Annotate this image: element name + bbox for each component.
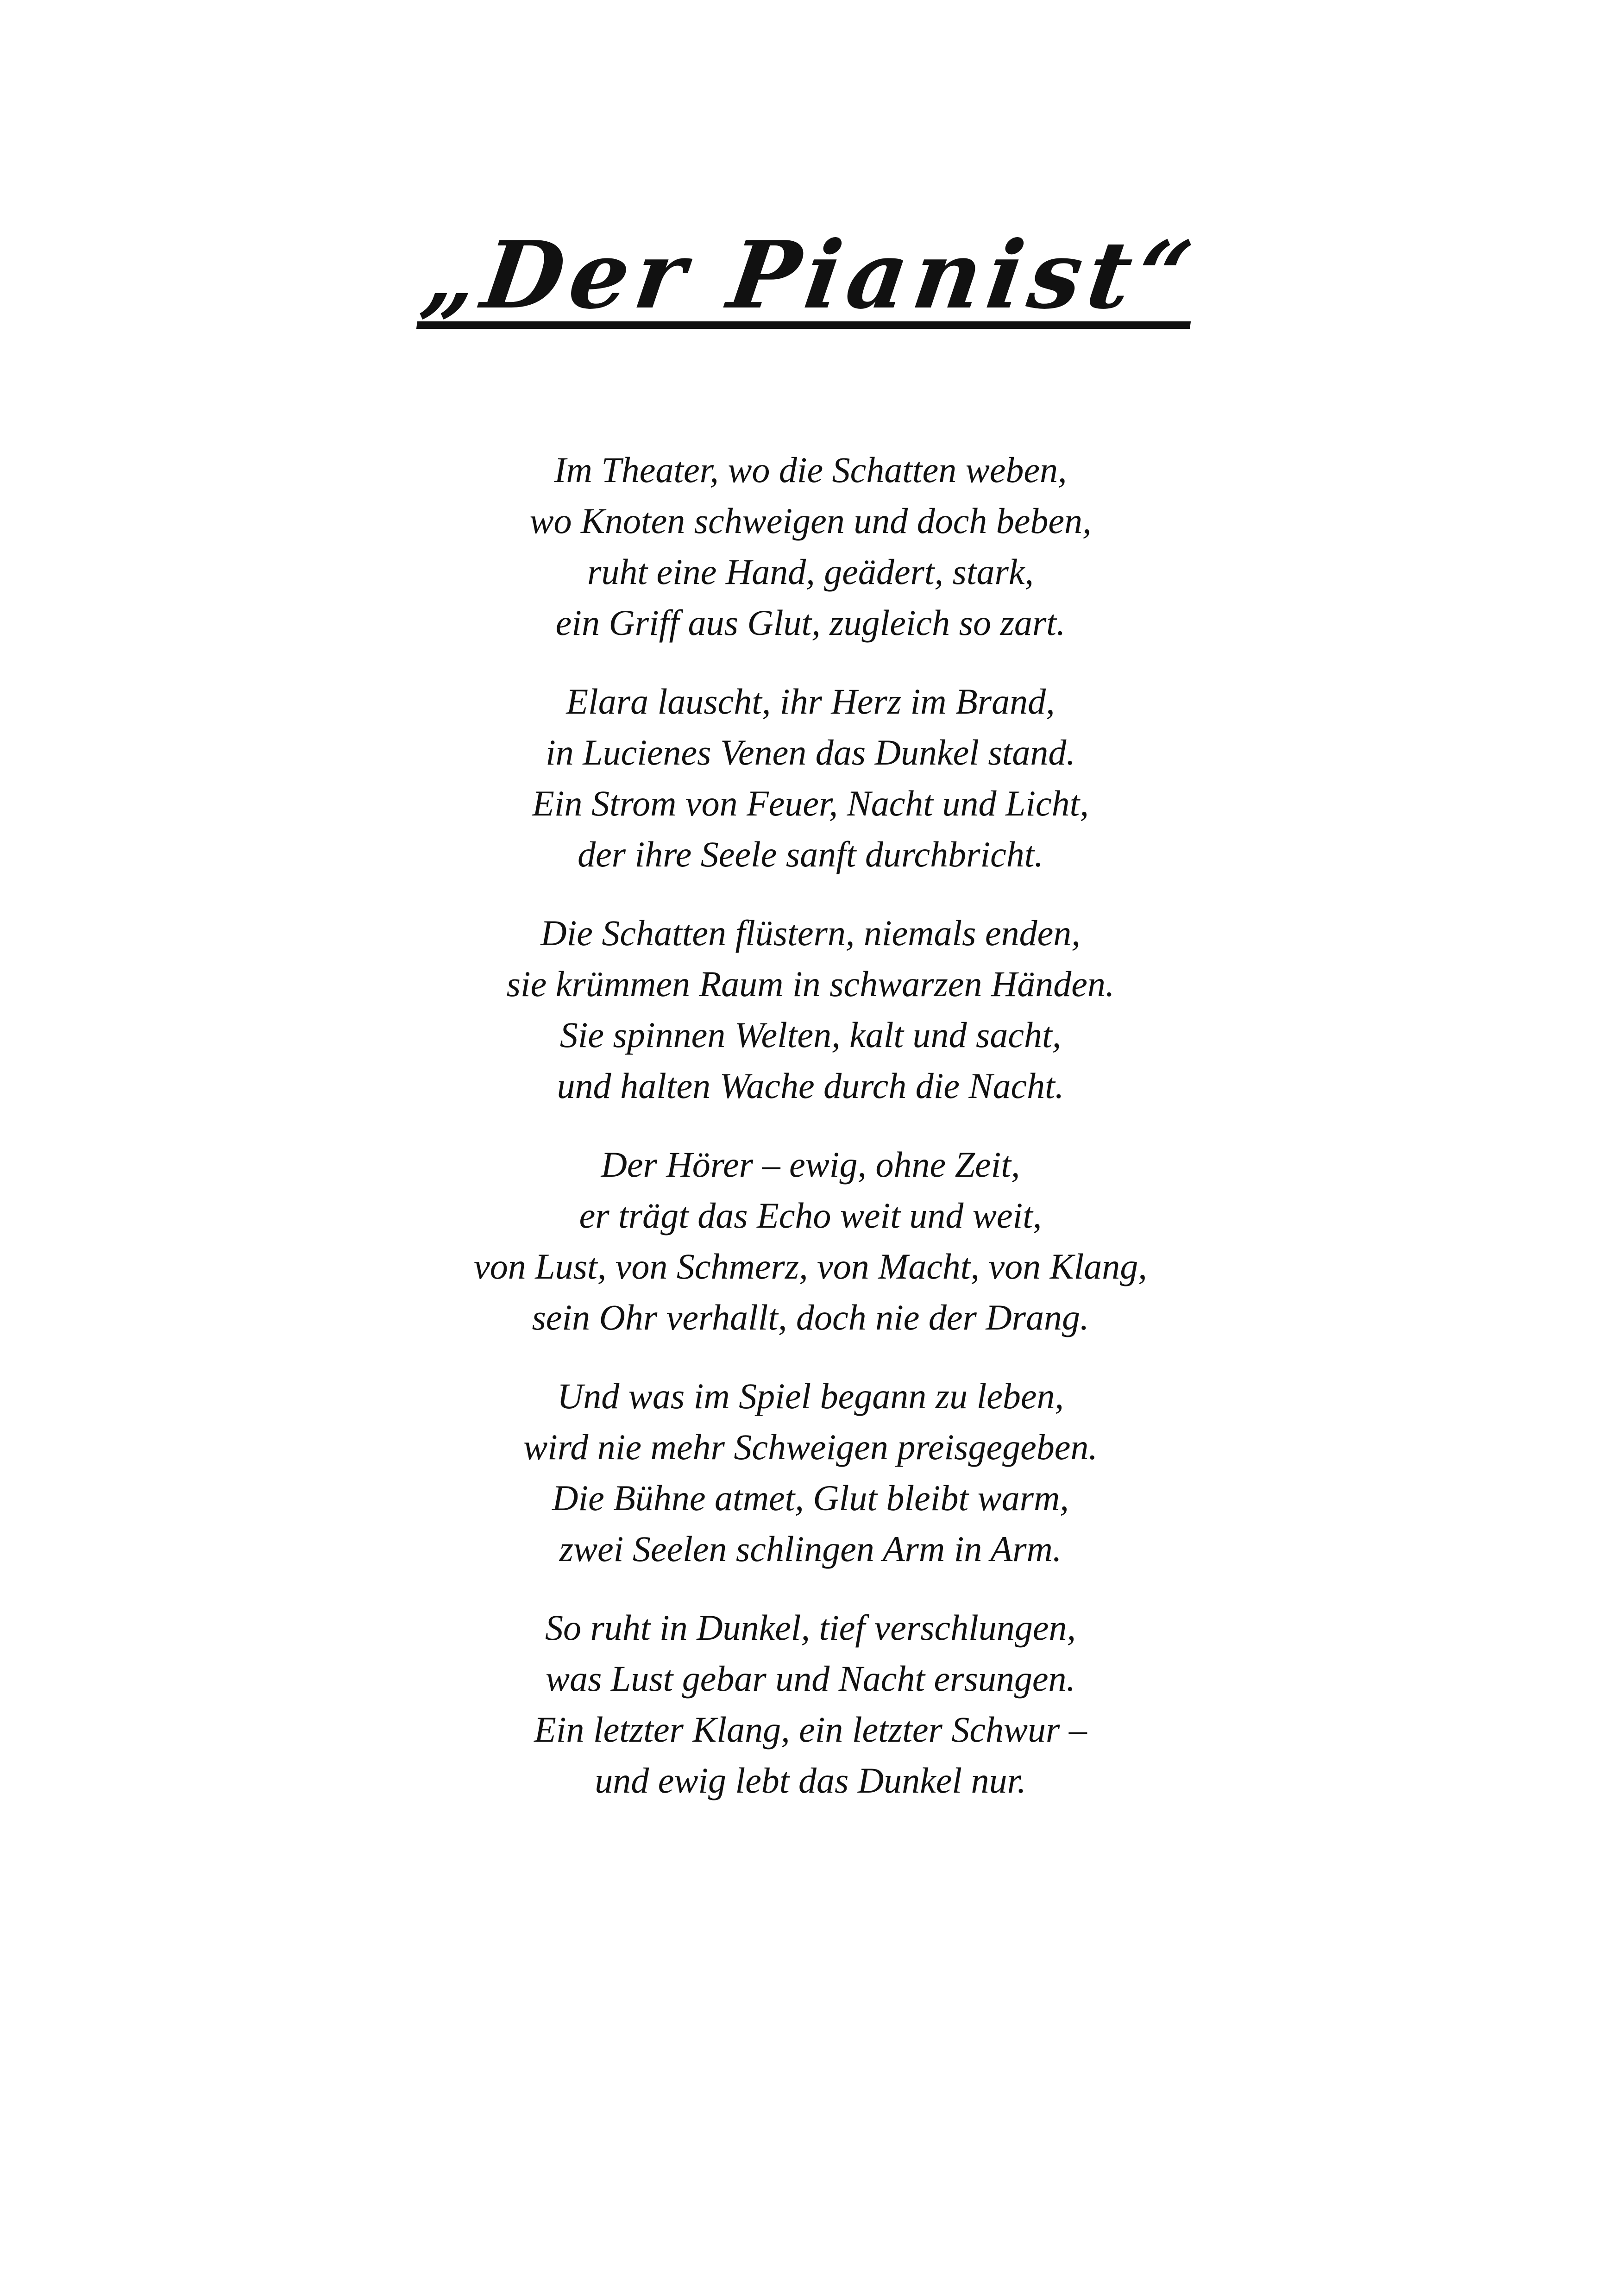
poem-line: Und was im Spiel begann zu leben, xyxy=(557,1376,1064,1416)
poem-line: sie krümmen Raum in schwarzen Händen. xyxy=(506,964,1115,1004)
poem-line: Ein letzter Klang, ein letzter Schwur – xyxy=(534,1709,1087,1750)
poem-line: Die Schatten flüstern, niemals enden, xyxy=(540,913,1081,953)
stanza-3 xyxy=(0,908,1621,1111)
poem-line: So ruht in Dunkel, tief verschlungen, xyxy=(545,1607,1076,1648)
poem-line: ruht eine Hand, geädert, stark, xyxy=(587,552,1034,592)
title-container xyxy=(0,218,1621,333)
poem-line: der ihre Seele sanft durchbricht. xyxy=(578,834,1043,874)
stanza-5 xyxy=(0,1371,1621,1575)
poem-line: Der Hörer – ewig, ohne Zeit, xyxy=(601,1144,1020,1185)
poem-line: Im Theater, wo die Schatten weben, xyxy=(554,450,1067,490)
poem-line: ein Griff aus Glut, zugleich so zart. xyxy=(555,602,1066,643)
poem-title: „Der Pianist“ xyxy=(416,221,1205,330)
poem-line: Die Bühne atmet, Glut bleibt warm, xyxy=(552,1478,1069,1518)
poem-line: er trägt das Echo weit und weit, xyxy=(579,1195,1042,1236)
poem-line: und ewig lebt das Dunkel nur. xyxy=(595,1760,1026,1800)
poem-line: und halten Wache durch die Nacht. xyxy=(557,1066,1064,1106)
poem-line: in Lucienes Venen das Dunkel stand. xyxy=(546,732,1075,772)
poem-line: Sie spinnen Welten, kalt und sacht, xyxy=(559,1015,1062,1055)
stanza-2 xyxy=(0,676,1621,880)
poem-line: sein Ohr verhallt, doch nie der Drang. xyxy=(532,1297,1089,1337)
poem-line: was Lust gebar und Nacht ersungen. xyxy=(545,1658,1076,1699)
stanza-4 xyxy=(0,1139,1621,1343)
stanza-1 xyxy=(0,445,1621,648)
poem-line: Elara lauscht, ihr Herz im Brand, xyxy=(566,681,1055,721)
poem-line: von Lust, von Schmerz, von Macht, von Klang, xyxy=(474,1246,1147,1286)
stanza-6 xyxy=(0,1602,1621,1806)
poem-body xyxy=(0,445,1621,1834)
poem-line: Ein Strom von Feuer, Nacht und Licht, xyxy=(532,783,1089,823)
poem-line: wo Knoten schweigen und doch beben, xyxy=(529,501,1092,541)
poem-line: zwei Seelen schlingen Arm in Arm. xyxy=(559,1529,1062,1569)
poem-line: wird nie mehr Schweigen preisgegeben. xyxy=(523,1427,1098,1467)
